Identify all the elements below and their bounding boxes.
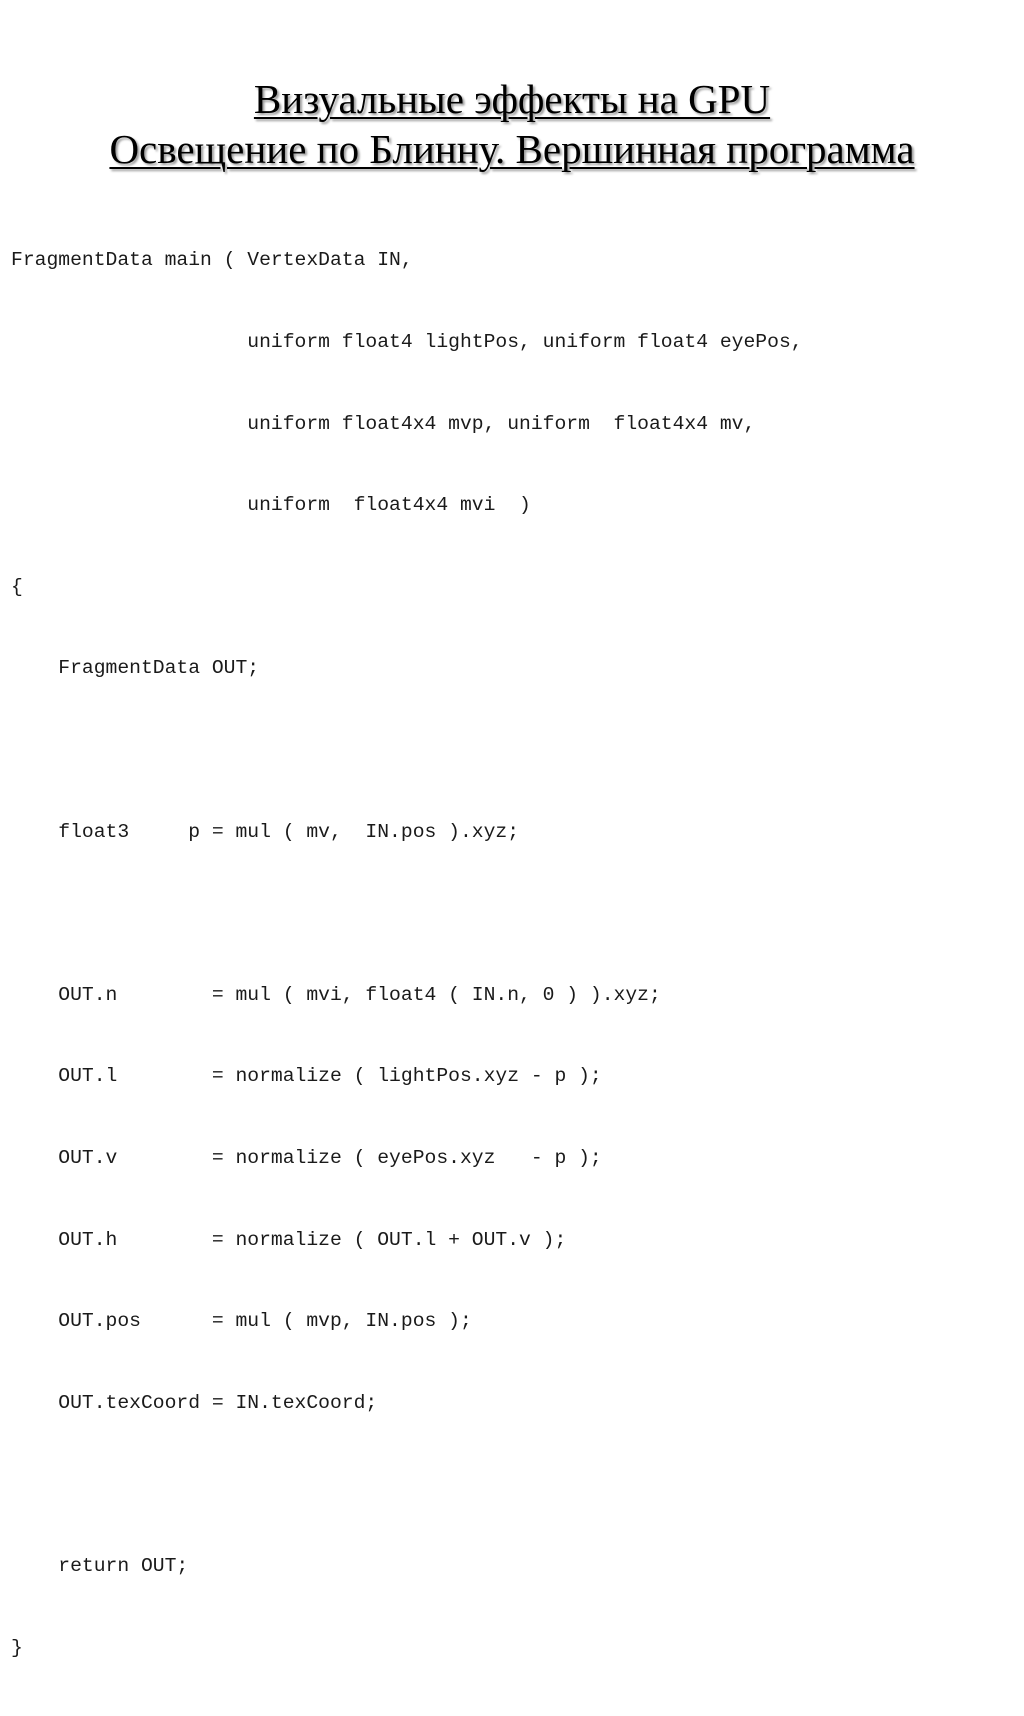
code-line: uniform float4 lightPos, uniform float4 eyePos, xyxy=(11,331,803,353)
code-line xyxy=(11,1471,803,1498)
code-line xyxy=(11,737,803,764)
code-line: OUT.v = normalize ( eyePos.xyz - p ); xyxy=(11,1146,602,1169)
code-line: OUT.h = normalize ( OUT.l + OUT.v ); xyxy=(11,1228,567,1251)
code-line: OUT.l = normalize ( lightPos.xyz - p ); xyxy=(11,1065,602,1088)
title-main: Визуальные эффекты на GPU xyxy=(253,76,771,122)
code-line: uniform float4x4 mvp, uniform float4x4 mv, xyxy=(11,412,756,435)
code-line: OUT.texCoord = IN.texCoord; xyxy=(11,1391,378,1414)
code-line: OUT.pos = mul ( mvp, IN.pos ); xyxy=(11,1310,472,1333)
code-listing xyxy=(11,193,803,1716)
code-line: float3 p = mul ( mv, IN.pos ).xyz; xyxy=(11,820,520,843)
code-line xyxy=(11,900,803,927)
code-line: FragmentData OUT; xyxy=(11,657,260,680)
title-line-1 xyxy=(0,74,1024,124)
title-subtitle: Освещение по Блинну. Вершинная программа xyxy=(109,126,915,172)
code-line: { xyxy=(11,575,23,598)
code-line: FragmentData main ( VertexData IN, xyxy=(11,249,413,272)
code-line: return OUT; xyxy=(11,1554,189,1577)
code-line: OUT.n = mul ( mvi, float4 ( IN.n, 0 ) ).xyz; xyxy=(11,983,661,1006)
code-line: uniform float4x4 mvi ) xyxy=(11,494,531,517)
slide-title xyxy=(0,74,1024,174)
title-line-2 xyxy=(0,124,1024,174)
code-line: } xyxy=(11,1636,23,1659)
